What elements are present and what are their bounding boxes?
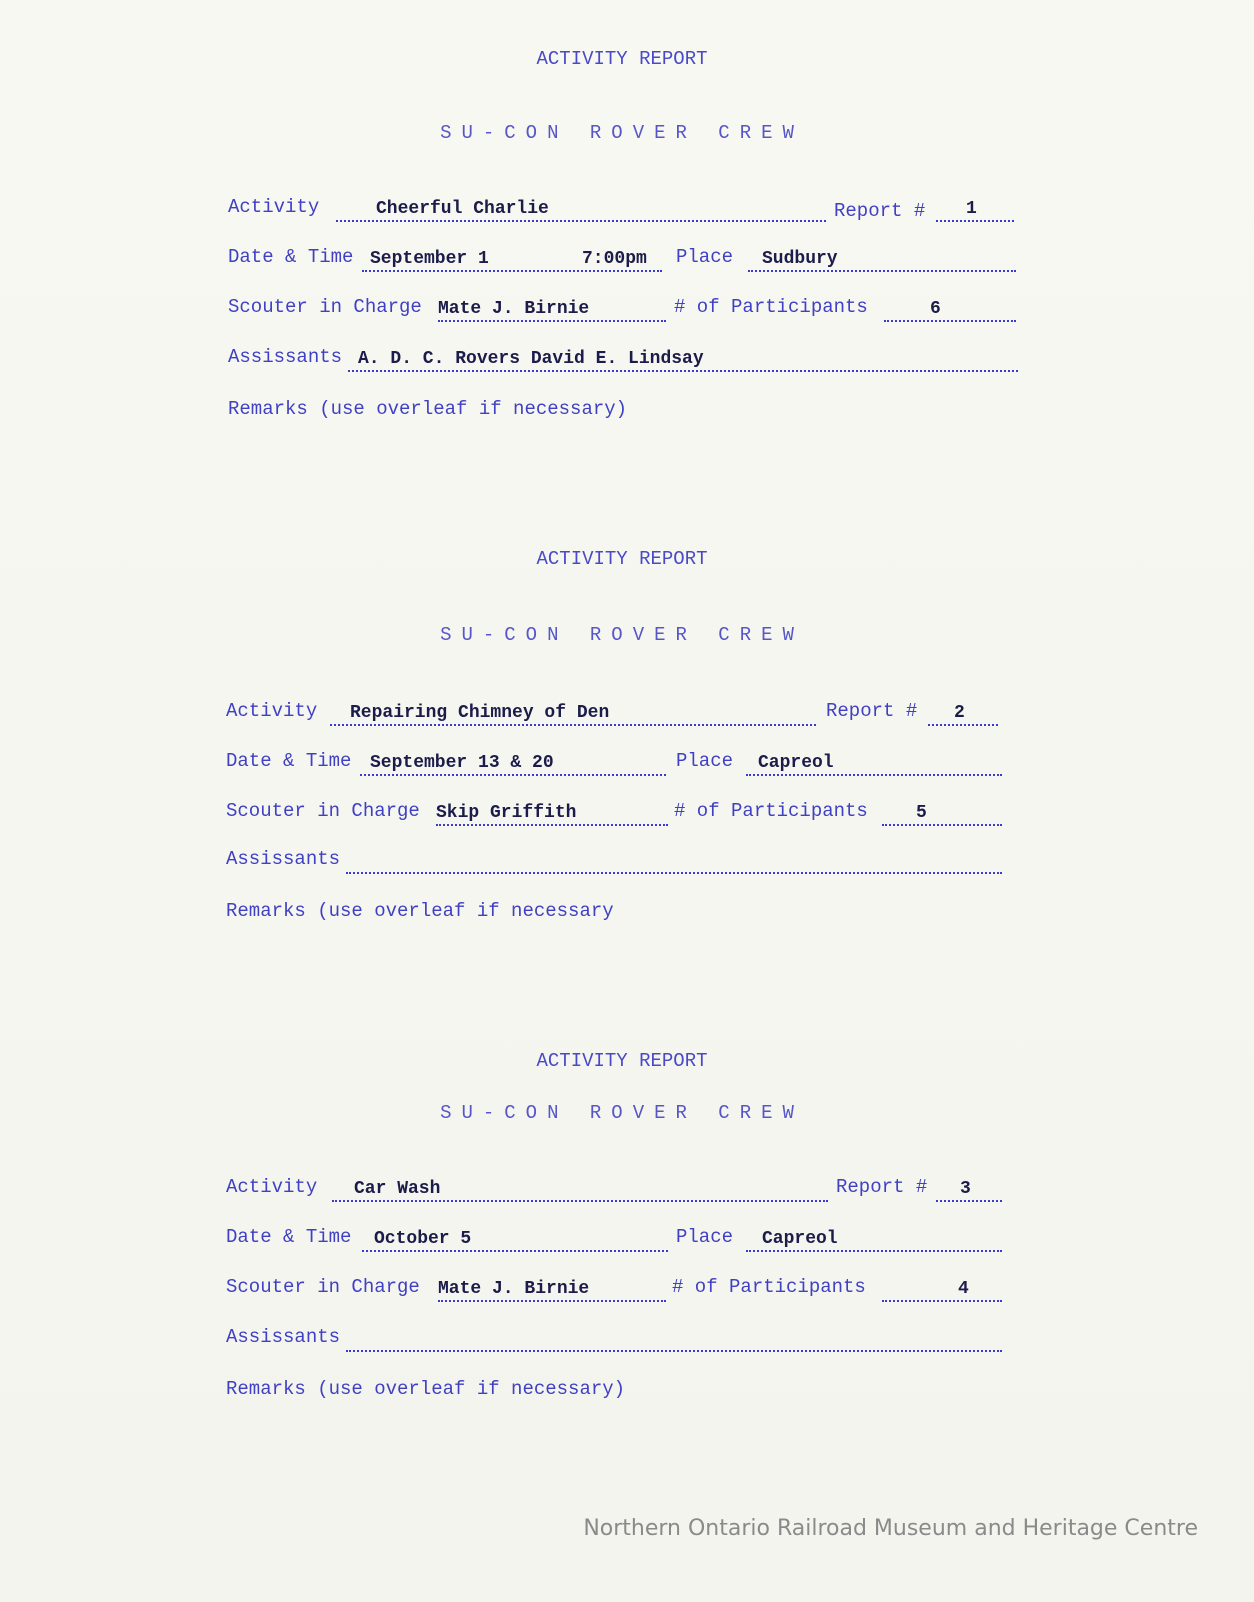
scouter-line [438, 296, 666, 322]
activity-line [336, 196, 826, 222]
place-label: Place [676, 246, 734, 268]
place-line [746, 750, 1002, 776]
report-number-label: Report # [834, 200, 926, 222]
report-number-line [936, 1176, 1002, 1202]
remarks-label: Remarks (use overleaf if necessary) [228, 398, 628, 420]
scouter-value: Skip Griffith [436, 803, 577, 823]
report-number-line [928, 700, 998, 726]
date-line [360, 750, 666, 776]
report-title: ACTIVITY REPORT [536, 1050, 708, 1072]
date-label: Date & Time [228, 246, 354, 268]
activity-value: Car Wash [354, 1179, 441, 1199]
date-value: September 13 & 20 [370, 753, 554, 773]
participants-line [882, 1276, 1002, 1302]
assistants-label: Assissants [226, 848, 341, 870]
participants-line [882, 800, 1002, 826]
crew-name: SU-CON ROVER CREW [440, 624, 804, 646]
participants-label: # of Participants [674, 296, 868, 318]
crew-name: SU-CON ROVER CREW [440, 1102, 804, 1124]
place-label: Place [676, 750, 734, 772]
report-number-value: 2 [954, 703, 965, 723]
activity-label: Activity [226, 1176, 318, 1198]
museum-credit: Northern Ontario Railroad Museum and Heritage Centre [583, 1516, 1198, 1541]
assistants-line [346, 848, 1002, 874]
place-line [746, 1226, 1002, 1252]
participants-value: 4 [958, 1279, 969, 1299]
scouter-value: Mate J. Birnie [438, 1279, 590, 1299]
activity-label: Activity [226, 700, 318, 722]
report-title: ACTIVITY REPORT [536, 48, 708, 70]
activity-line [330, 700, 816, 726]
assistants-value: A. D. C. Rovers David E. Lindsay [358, 349, 704, 369]
participants-line [884, 296, 1016, 322]
place-value: Capreol [762, 1229, 838, 1249]
assistants-label: Assissants [226, 1326, 341, 1348]
participants-label: # of Participants [674, 800, 868, 822]
activity-line [332, 1176, 828, 1202]
assistants-line [348, 346, 1018, 372]
date-line [362, 1226, 668, 1252]
assistants-label: Assissants [228, 346, 343, 368]
participants-label: # of Participants [672, 1276, 866, 1298]
place-label: Place [676, 1226, 734, 1248]
scouter-label: Scouter in Charge [226, 1276, 420, 1298]
crew-name: SU-CON ROVER CREW [440, 122, 804, 144]
participants-value: 5 [916, 803, 927, 823]
report-number-label: Report # [836, 1176, 928, 1198]
report-title: ACTIVITY REPORT [536, 548, 708, 570]
remarks-label: Remarks (use overleaf if necessary [226, 900, 614, 922]
activity-value: Repairing Chimney of Den [350, 703, 610, 723]
time-value: 7:00pm [582, 249, 647, 269]
assistants-line [346, 1326, 1002, 1352]
report-number-value: 1 [966, 199, 977, 219]
activity-value: Cheerful Charlie [376, 199, 549, 219]
report-number-value: 3 [960, 1179, 971, 1199]
scouter-line [436, 800, 668, 826]
scouter-label: Scouter in Charge [228, 296, 422, 318]
activity-label: Activity [228, 196, 320, 218]
place-value: Capreol [758, 753, 834, 773]
date-line [362, 246, 662, 272]
date-value: October 5 [374, 1229, 472, 1249]
scouter-line [438, 1276, 666, 1302]
place-line [748, 246, 1016, 272]
scouter-label: Scouter in Charge [226, 800, 420, 822]
scouter-value: Mate J. Birnie [438, 299, 590, 319]
report-number-line [936, 196, 1014, 222]
report-number-label: Report # [826, 700, 918, 722]
remarks-label: Remarks (use overleaf if necessary) [226, 1378, 626, 1400]
date-label: Date & Time [226, 1226, 352, 1248]
date-value: September 1 [370, 249, 489, 269]
place-value: Sudbury [762, 249, 838, 269]
participants-value: 6 [930, 299, 941, 319]
date-label: Date & Time [226, 750, 352, 772]
